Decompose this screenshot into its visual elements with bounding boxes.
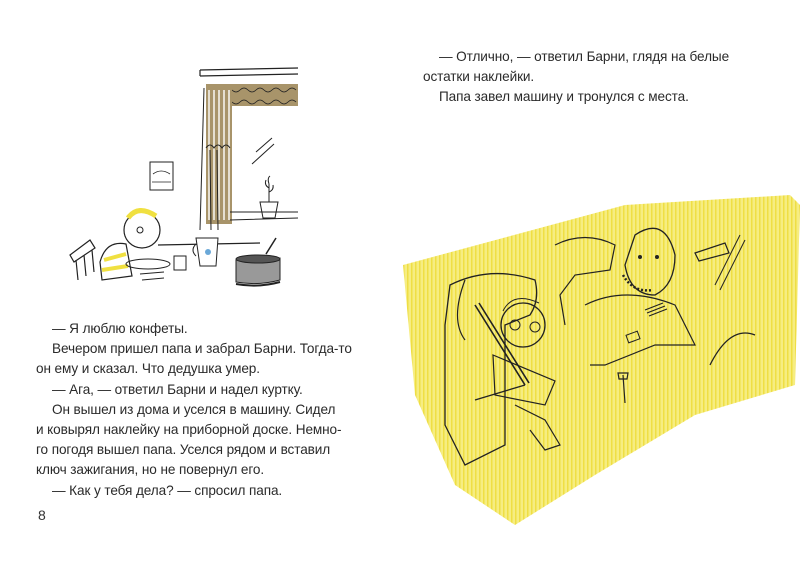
right-page-text xyxy=(423,47,729,108)
paragraph-line: — Как у тебя дела? — спросил папа. xyxy=(52,482,283,498)
paragraph-line: он ему и сказал. Что дедушка умер. xyxy=(36,361,260,377)
paragraph-line: го погодя вышел папа. Уселся рядом и вставил xyxy=(36,442,331,458)
paragraph-line: остатки наклейки. xyxy=(423,69,535,85)
page-number: 8 xyxy=(38,507,46,523)
car-interior-illustration xyxy=(395,195,800,535)
right-page xyxy=(400,0,800,565)
left-page-text xyxy=(36,319,352,501)
paragraph-line: и ковырял наклейку на приборной доске. Немно- xyxy=(36,422,342,438)
paragraph-line: Папа завел машину и тронулся с места. xyxy=(439,89,689,105)
paragraph-line: — Отлично, — ответил Барни, глядя на белые xyxy=(439,49,730,64)
paragraph-line: — Ага, — ответил Барни и надел куртку. xyxy=(52,381,303,397)
paragraph-line: Вечером пришел папа и забрал Барни. Тогда-то xyxy=(52,341,352,357)
paragraph-line: Он вышел из дома и уселся в машину. Сидел xyxy=(52,401,336,417)
paragraph-line: — Я люблю конфеты. xyxy=(52,321,188,336)
kitchen-dinner-illustration xyxy=(60,40,310,300)
paragraph-line: ключ зажигания, но не повернул его. xyxy=(36,462,265,478)
